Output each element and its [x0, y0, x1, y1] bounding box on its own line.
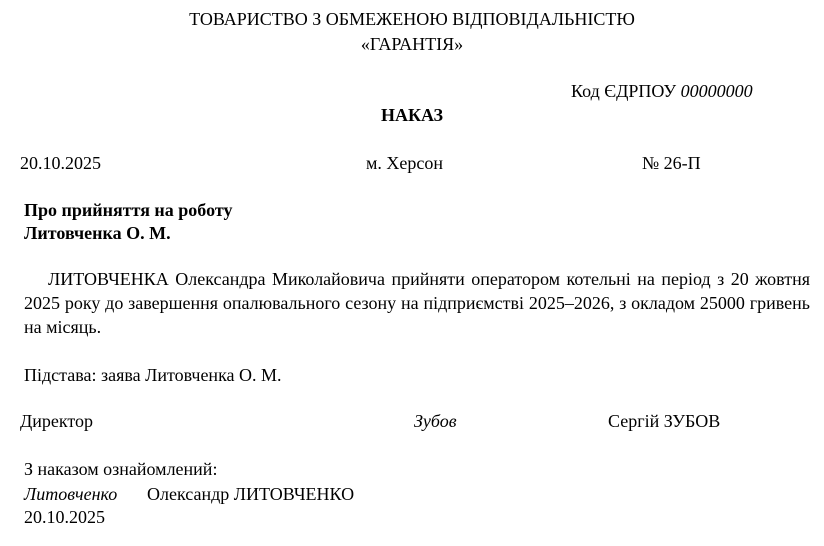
director-name: Сергій ЗУБОВ: [608, 411, 721, 431]
edrpou-code: [571, 80, 753, 102]
order-title: НАКАЗ: [380, 105, 444, 125]
edrpou-value: 00000000: [680, 81, 753, 101]
acknowledgement-label: З наказом ознайомлений:: [24, 459, 218, 479]
order-basis: Підстава: заява Литовченка О. М.: [24, 365, 282, 385]
director-signature: Зубов: [414, 411, 457, 431]
order-date: 20.10.2025: [20, 153, 101, 173]
order-number: № 26-П: [642, 153, 701, 173]
acknowledgement-date: 20.10.2025: [24, 507, 105, 527]
organization-name-line1: ТОВАРИСТВО З ОБМЕЖЕНОЮ ВІДПОВІДАЛЬНІСТЮ: [189, 9, 635, 29]
director-title: Директор: [20, 411, 94, 431]
edrpou-label: Код ЄДРПОУ: [571, 81, 677, 101]
acknowledgement-signature: Литовченко: [24, 484, 118, 504]
acknowledgement-name: Олександр ЛИТОВЧЕНКО: [147, 484, 355, 504]
order-body-text: ЛИТОВЧЕНКА Олександра Миколайовича прийняти оператором котельні на період з 20 жовтня 2025 року до завершення опалювального сезону на підприємстві 2025–2026, з окладом 25000 гривень на місяць.: [24, 269, 810, 337]
organization-name-line2: «ГАРАНТІЯ»: [360, 34, 464, 54]
order-city: м. Херсон: [366, 153, 444, 173]
order-subject-line1: Про прийняття на роботу: [24, 200, 233, 220]
order-subject-line2: Литовченка О. М.: [24, 223, 171, 243]
